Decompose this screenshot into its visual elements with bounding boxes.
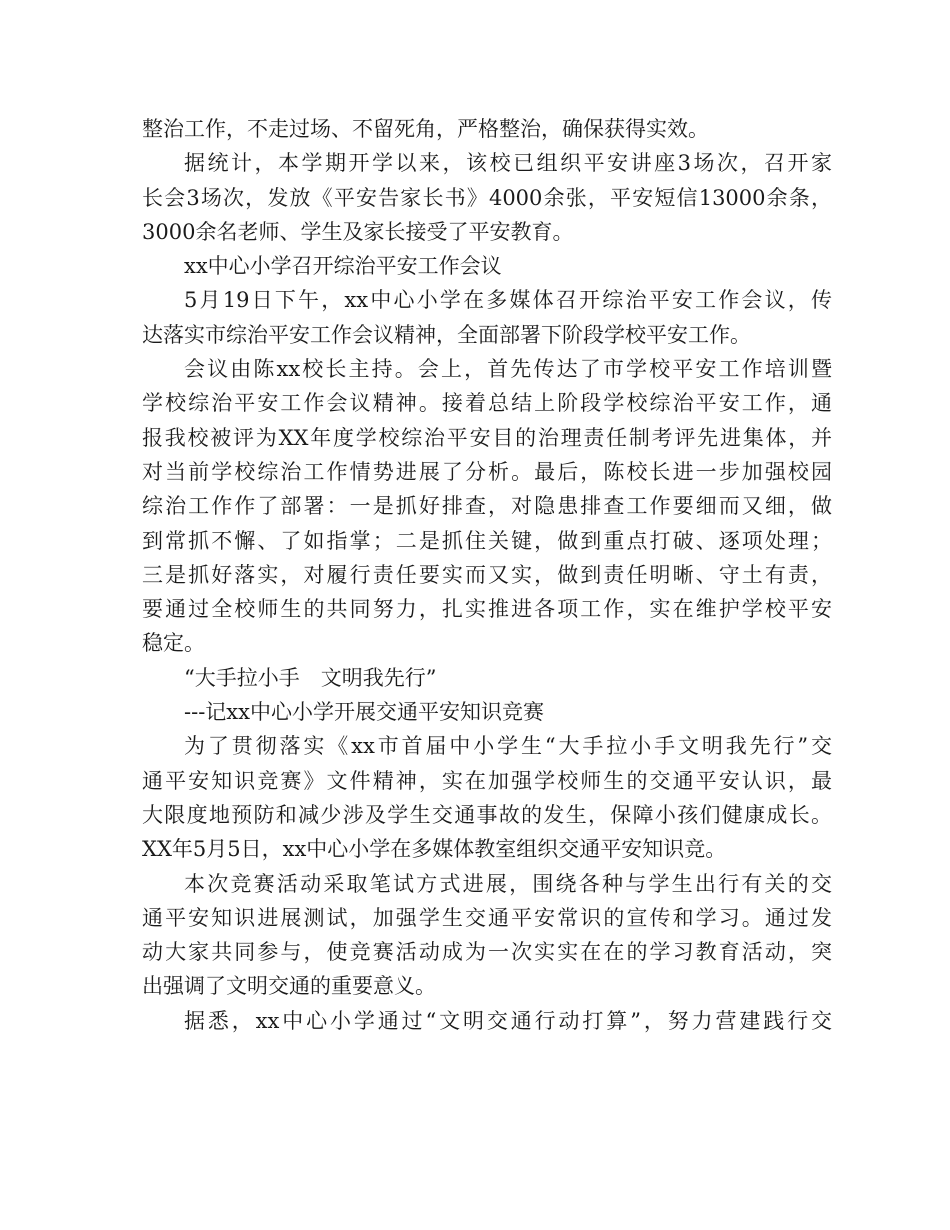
text-line: 稳定。 — [142, 631, 205, 656]
text-line: 3000余名老师、学生及家长接受了平安教育。 — [142, 219, 574, 244]
text-line: 据统计，本学期开学以来，该校已组织平安讲座3场次，召开家 — [184, 151, 832, 176]
document-body — [142, 112, 832, 1038]
text-line: xx中心小学召开综治平安工作会议 — [184, 254, 502, 279]
text-line: 长会3场次，发放《平安告家长书》4000余张，平安短信13000余条， — [142, 185, 832, 210]
text-line: 要通过全校师生的共同努力，扎实推进各项工作，实在维护学校平安 — [142, 597, 832, 622]
text-line: XX年5月5日，xx中心小学在多媒体教室组织交通平安知识竞。 — [142, 837, 727, 862]
text-line: 对当前学校综治工作情势进展了分析。最后，陈校长进一步加强校园 — [142, 459, 832, 484]
text-line: 到常抓不懈、了如指掌；二是抓住关键，做到重点打破、逐项处理； — [142, 528, 832, 553]
text-line: “大手拉小手 文明我先行” — [184, 665, 437, 690]
text-line: 综治工作作了部署：一是抓好排查，对隐患排查工作要细而又细，做 — [142, 494, 832, 519]
text-line: 本次竞赛活动采取笔试方式进展，围绕各种与学生出行有关的交 — [184, 871, 832, 896]
text-line: 三是抓好落实，对履行责任要实而又实，做到责任明晰、守土有责， — [142, 562, 832, 587]
text-line: 据悉，xx中心小学通过“文明交通行动打算”，努力营建践行交 — [184, 1008, 832, 1033]
text-line: ---记xx中心小学开展交通平安知识竞赛 — [184, 700, 544, 725]
text-line: 5月19日下午，xx中心小学在多媒体召开综治平安工作会议，传 — [184, 288, 832, 313]
text-line: 通平安知识竞赛》文件精神，实在加强学校师生的交通平安认识，最 — [142, 768, 832, 793]
text-line: 报我校被评为XX年度学校综治平安目的治理责任制考评先进集体，并 — [142, 425, 832, 450]
text-line: 学校综治平安工作会议精神。接着总结上阶段学校综治平安工作，通 — [142, 391, 832, 416]
text-line: 达落实市综治平安工作会议精神，全面部署下阶段学校平安工作。 — [142, 322, 751, 347]
text-line: 通平安知识进展测试，加强学生交通平安常识的宣传和学习。通过发 — [142, 905, 832, 930]
text-line: 出强调了文明交通的重要意义。 — [142, 974, 436, 999]
text-line: 为了贯彻落实《xx市首届中小学生“大手拉小手文明我先行”交 — [184, 734, 832, 759]
text-line: 动大家共同参与，使竞赛活动成为一次实实在在的学习教育活动，突 — [142, 940, 832, 965]
text-line: 大限度地预防和减少涉及学生交通事故的发生，保障小孩们健康成长。 — [142, 802, 832, 827]
text-line: 整治工作，不走过场、不留死角，严格整治，确保获得实效。 — [142, 117, 709, 141]
text-line: 会议由陈xx校长主持。会上，首先传达了市学校平安工作培训暨 — [184, 357, 832, 382]
